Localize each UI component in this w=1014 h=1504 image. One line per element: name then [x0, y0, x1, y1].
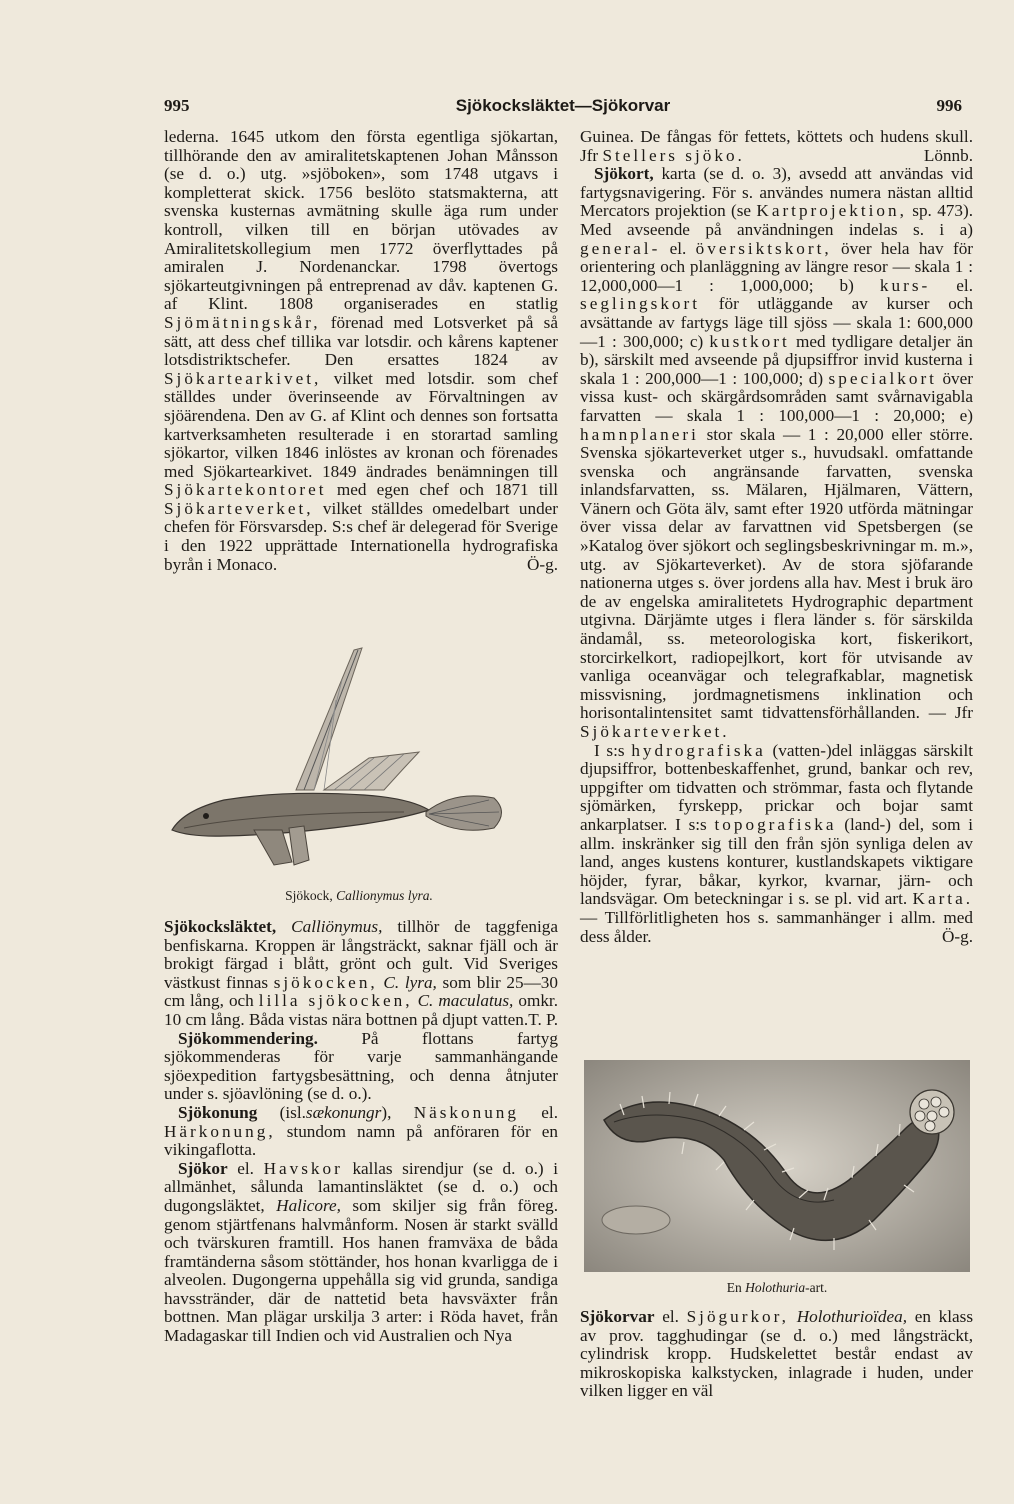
shell-fragment: [602, 1206, 670, 1234]
fish-dorsal-spine-fin: [296, 648, 362, 790]
running-head: Sjökocksläktet—Sjökorvar: [455, 96, 671, 115]
signature: T. P.: [528, 1009, 558, 1029]
right-column-top: [580, 128, 973, 946]
holothuria-caption: En Holothuria-art.: [726, 1280, 828, 1295]
signature: Lönnb.: [923, 145, 973, 165]
entry-sjokort: Sjökort, karta (se d. o. 3), avsedd att användas vid fartygsnavigering. För s. användes numera nästan alltid Mercators projektion (se Kartprojektion, sp. 473). Med avseende på användningen indelas s. i a) general- el. översiktskort, över hela hav för orientering och planläggning av längre resor — skala 1 : 12,000,000—1 : 1,000,000; b) kurs- el. seglingskort för utläggande av kurser och avsättande av fartygs läge till sjöss — skala 1: 600,000—1 : 300,000; c) kustkort med tydligare detaljer än b), särskilt med avseende på djupsiffror invid kusterna i skala 1 : 200,000—1 : 100,000; d) specialkort över vissa kust- och skärgårdsområden samt svårnavigabla farvatten — skala 1 : 100,000—1 : 20,000; e) hamnplaneri stor skala — 1 : 20,000 eller större. Svenska sjökarteverket utger s., huvudsakl. omfattande svenska och angränsande farvatten, svenska inlandsfarvatten, ss. Mälaren, Hjälmaren, Vättern, Vänern och Göta älv, samt efter 1920 utförda mätningar över vissa delar av farvattnen vid Spetsbergen (se »Katalog över sjökort och seglingsbeskrivningar m. m.», utg. av Sjökarteverket). Av de stora sjöfarande nationerna utges s. över jordens alla hav. Mest i bruk äro de av engelska amiralitetets Hydrographic department utgivna. Därjämte utges i flera länder s. för särskilda ändamål, ss. meteorologiska kort, fiskerikort, storcirkelkort, radiopejlkort, kort för utvisande av vanliga oceanvägar och telegrafkablar, magnetisk missvisning, jordmagnetismens inklination och horisontalintensitet samt tidvattensförhållanden. — Jfr Sjökarteverket.: [580, 164, 974, 741]
fish-illustration: [164, 640, 554, 880]
signature: Ö-g.: [941, 926, 973, 946]
signature: Ö-g.: [526, 554, 558, 574]
page-number-left: 995: [164, 96, 190, 115]
entry-sjokor: Sjökor el. Havskor kallas sirendjur (se d. o.) i allmänhet, sålunda lamantinsläktet (se d. o.) och dugongsläktet, Halicore, som skiljer sig från föreg. genom stjärtfenans halvmånform. Nosen är starkt svälld och tvärskuren framtill. Hos hanen framväxa de båda framtänderna såsom stöttänder, hos honan kvarligga de i alveolen. Dugongerna uppehålla sig vid grunda, sandiga havsstränder, där de nattetid beta havsväxter från bottnen. Man plägar urskilja 3 arter: i Röda havet, från Madagaskar till Indien och vid Australien och Nya: [164, 1158, 559, 1346]
paragraph-sjokartor: lederna. 1645 utkom den första egentliga sjökartan, tillhörande den av amiralitetskaptenen Johan Månsson (se d. o.) utg. »sjöboken», som 1748 utgavs i kompletterat skick. 1756 beslöto statsmakterna, att svenska kusternas avmätning skulle äga rum under kontroll, vilken till en början utövades av Amiralitetskollegium men 1772 överflyttades på amiralen J. Nordenanckar. 1798 övertogs sjökarteutgivningen på entreprenad av dåv. kaptenen G. af Klint. 1808 organiserades en statlig Sjömätningskår, förenad med Lotsverket på så sätt, att dess chef tillika var lotsdir. och kårens kaptener lotsdistriktschefer. Den ersattes 1824 av Sjökartearkivet, vilket med lotsdir. som chef ställdes under överinseende av Förvaltningen av sjöärendena. Den av G. af Klint och dennes son fortsatta kartverksamheten resulterade i en storartad samling sjökartor, vilken 1846 inlöstes av kronan och förenades med Sjökartearkivet. 1849 ändrades benämningen till Sjökartekontoret med egen chef och 1871 till Sjökarteverket, vilket ställdes omedelbart under chefen för Försvarsdep. S:s chef är delegerad för Sverige i den 1922 upprättade Internationella hydrografiska byrån i Monaco. Ö-g.: [164, 127, 559, 574]
fish-eye: [203, 813, 209, 819]
entry-sjokommendering: Sjökommendering. På flottans fartyg sjökommenderas för varje sammanhängande sjöexpedition fartygsbesättning, och denna åtnjuter under s. sjöavlöning (se d. o.).: [164, 1028, 558, 1104]
left-column-bottom: [164, 918, 558, 1346]
paragraph-hydrografiska: I s:s hydrografiska (vatten-)del inläggas särskilt djupsiffror, bottenbeskaffenhet, grund, bankar och rev, uppgifter om tidvatten och strömmar, fasta och flytande sjömärken, fyrskepp, prickar och bojar samt ankarplatser. I s:s topografiska (land-) del, som i allm. inskränker sig till den från sjön synliga delen av land, anges kustens konturer, kustlandskapets viktigare höjder, fyrar, båkar, kyrkor, kvarnar, järn- och landsvägar. Om beteckningar i s. se pl. vid art. Karta. — Tillförlitligheten hos s. sammanhänger i allm. med dess ålder. Ö-g.: [580, 740, 974, 946]
entry-sjokocksläktet: Sjökocksläktet, Calliönymus, tillhör de taggfeniga benfiskarna. Kroppen är långsträckt, saknar fjäll och är brokigt färgad i blått, grönt och gult. Vid Sveriges västkust finnas sjökocken, C. lyra, som blir 25—30 cm lång, och lilla sjökocken, C. maculatus, omkr. 10 cm lång. Båda vistas nära bottnen på djupt vatten. T. P.: [164, 917, 558, 1029]
fish-second-dorsal-fin: [324, 752, 419, 790]
sea-cucumber-tentacle-crown: [910, 1090, 954, 1134]
paragraph-guinea: Guinea. De fångas för fettets, köttets och hudens skull. Jfr Stellers sjökо. Lönnb.: [580, 127, 973, 165]
entry-sjokonung: Sjökonung (isl.sækonungr), Näskonung el. Härkonung, stundom namn på anföraren för en vikingaflotta.: [164, 1102, 558, 1160]
right-column-bottom: [580, 1308, 973, 1401]
holothuria-photo: [584, 1060, 970, 1272]
fish-pectoral-fin: [254, 826, 309, 865]
fish-tail-fin: [426, 796, 502, 830]
left-column-top: [164, 128, 558, 574]
page-header: [164, 96, 962, 120]
page-number-right: 996: [936, 96, 962, 115]
fish-caption: Sjökock, Callionymus lyra.: [285, 888, 433, 903]
entry-sjokorvar: Sjökorvar el. Sjögurkor, Holothurioïdea, en klass av prov. tagghudingar (se d. o.) med långsträckt, cylindrisk kropp. Hudskelettet består endast av mikroskopiska kalkstycken, inlagrade i huden, under vilken ligger en väl: [580, 1307, 974, 1401]
